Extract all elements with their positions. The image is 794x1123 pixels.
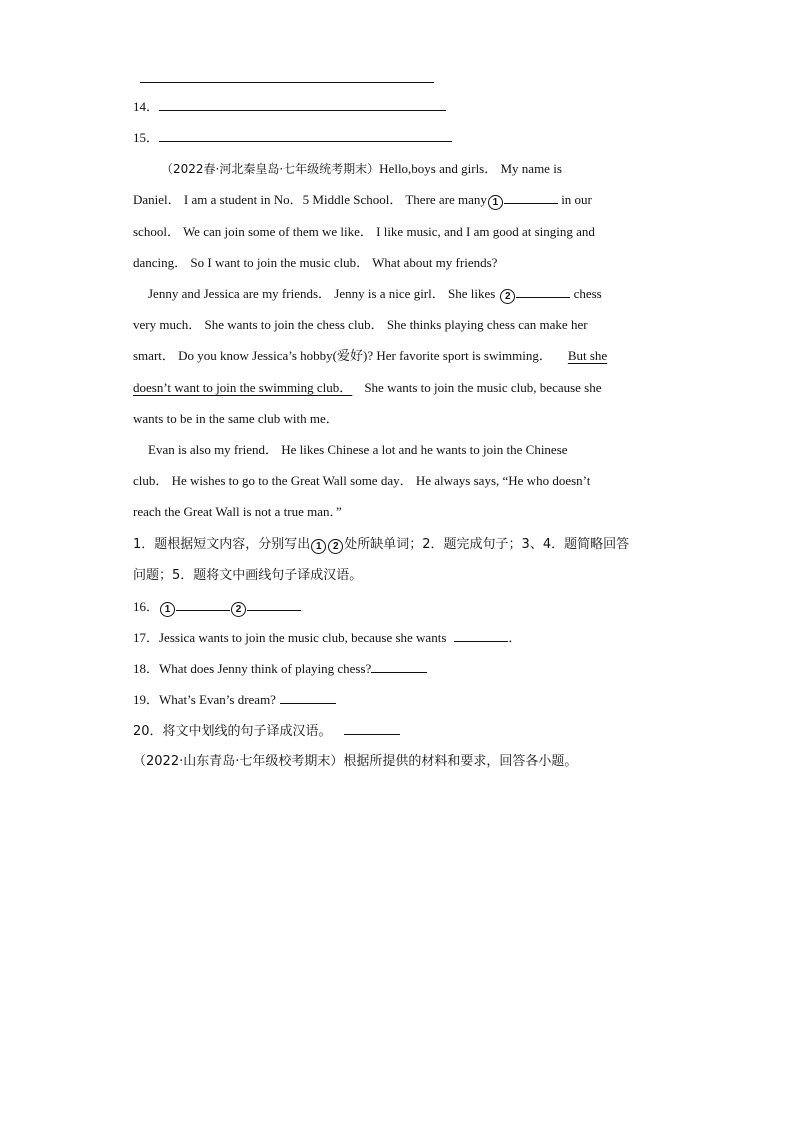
blank-2-line[interactable] [516,285,570,298]
question-20-text: 20．将文中划线的句子译成汉语。 [133,724,332,739]
answer-line-16-2[interactable] [247,598,301,611]
question-17-text: 17．Jessica wants to join the music club, because she wants [133,630,447,645]
instructions-text: 处所缺单词；2．题完成句子；3、4．题简略回答 [344,537,630,552]
question-17-end: ． [508,630,522,645]
instructions-line [133,567,362,585]
question-15 [133,129,452,147]
answer-line-19[interactable] [280,691,336,704]
passage-text: reach the Great Wall is not a true man．” [133,504,342,519]
question-19 [133,691,336,709]
question-20 [133,722,400,740]
passage-text: wants to be in the same club with me． [133,411,339,426]
passage-text: Jenny and Jessica are my friends． Jenny is a nice girl． She likes [148,286,496,301]
blank-marker-1: 1 [488,195,503,210]
instructions-text: 1．题根据短文内容，分别写出 [133,537,311,552]
question-18-text: 18．What does Jenny think of playing chess? [133,661,372,676]
passage-line [133,223,595,241]
passage-line [161,160,562,178]
instructions-line [133,536,629,554]
underlined-sentence-part-2: doesn’t want to join the swimming club． [133,380,353,395]
answer-line-20[interactable] [344,722,400,735]
passage-line [133,472,590,490]
passage-text: school． We can join some of them we like． I like music, and I am good at singing and [133,224,595,239]
passage-text: Daniel． I am a student in No．5 Middle School． There are many [133,192,487,207]
passage-line [133,191,592,209]
question-14 [133,98,446,116]
passage-text: smart． Do you know Jessica’s hobby(爱好)? Her favorite sport is swimming． [133,348,552,363]
question-15-number: 15． [133,130,160,145]
question-19-text: 19．What’s Evan’s dream? [133,692,276,707]
passage-line [148,441,568,459]
passage-text: very much． She wants to join the chess club． She thinks playing chess can make her [133,317,588,332]
answer-line-14[interactable] [159,98,446,111]
passage-text: She wants to join the music club, because she [364,380,602,395]
answer-line-17[interactable] [454,629,508,642]
passage-text: club． He wishes to go to the Great Wall some day． He always says, “He who doesn’t [133,473,591,488]
passage-line [133,254,497,272]
passage-text: dancing． So I want to join the music club． What about my friends? [133,255,498,270]
passage-line [133,503,342,521]
underlined-sentence-part-1: But she [567,348,608,363]
marker-1: 1 [311,539,326,554]
instructions-text: 问题；5．题将文中画线句子译成汉语。 [133,568,363,583]
marker-2: 2 [328,539,343,554]
passage-text: in our [557,192,592,207]
passage-line [133,316,588,334]
passage-text: Evan is also my friend． He likes Chinese a lot and he wants to join the Chinese [148,442,568,457]
passage-line [148,285,602,303]
passage-line [133,410,339,428]
answer-line-13[interactable] [140,82,434,83]
answer-line-16-1[interactable] [176,598,230,611]
question-16-number: 16． [133,599,160,614]
answer-line-15[interactable] [159,129,452,142]
next-section-header [133,753,577,771]
passage-line [133,379,602,397]
passage-source: （2022春·河北秦皇岛·七年级统考期末） [161,162,380,176]
question-16 [133,598,301,616]
question-18 [133,660,427,678]
passage-line [133,347,607,365]
answer-line-18[interactable] [371,660,427,673]
passage-text: chess [570,286,602,301]
answer-marker-2: 2 [231,602,246,617]
next-section-text: （2022·山东青岛·七年级校考期末）根据所提供的材料和要求，回答各小题。 [133,754,578,769]
question-17 [133,629,521,647]
blank-marker-2: 2 [500,289,515,304]
answer-marker-1: 1 [160,602,175,617]
passage-text: Hello,boys and girls． My name is [379,161,562,176]
question-14-number: 14． [133,99,160,114]
blank-1-line[interactable] [504,191,558,204]
